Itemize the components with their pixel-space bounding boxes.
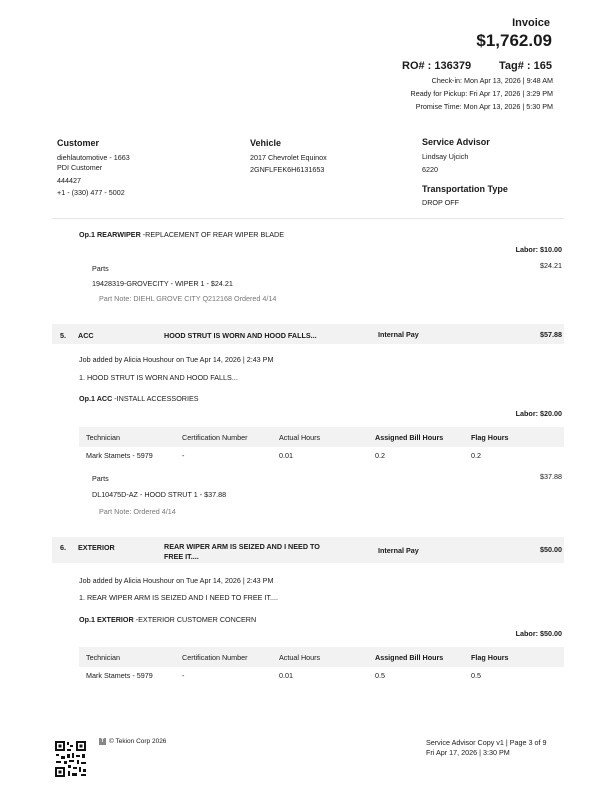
job6-pay-type: Internal Pay [378, 546, 419, 555]
job5-td-flag: 0.2 [471, 451, 481, 460]
job5-th-cert: Certification Number [182, 433, 248, 442]
op-rear-parts-label: Parts [92, 264, 109, 273]
job6-number: 6. [60, 543, 66, 552]
op-rear-desc: -REPLACEMENT OF REAR WIPER BLADE [140, 230, 285, 239]
footer-printed-time: Fri Apr 17, 2026 | 3:30 PM [426, 748, 510, 757]
job5-parts-total: $37.88 [540, 472, 562, 481]
job5-number: 5. [60, 331, 66, 340]
job6-td-assigned: 0.5 [375, 671, 385, 680]
job6-th-technician: Technician [86, 653, 120, 662]
transport-heading: Transportation Type [422, 184, 508, 194]
job6-concern: 1. REAR WIPER ARM IS SEIZED AND I NEED TO FREE IT.... [79, 593, 279, 602]
job6-th-flag: Flag Hours [471, 653, 509, 662]
footer-copy-info: Service Advisor Copy v1 | Page 3 of 9 [426, 738, 547, 747]
job5-part: DL10475D-AZ - HOOD STRUT 1 - $37.88 [92, 490, 227, 499]
op-rear-part-note: Part Note: DIEHL GROVE CITY Q212168 Ordered 4/14 [99, 294, 277, 303]
transport-type: DROP OFF [422, 198, 460, 207]
job5-op-code: Op.1 ACC [79, 394, 113, 403]
job5-parts-label: Parts [92, 474, 109, 483]
job6-th-actual: Actual Hours [279, 653, 321, 662]
footer-copyright-line [99, 738, 166, 745]
job5-code: ACC [78, 331, 94, 340]
job5-concern: 1. HOOD STRUT IS WORN AND HOOD FALLS... [79, 373, 238, 382]
job5-added-by: Job added by Alicia Houshour on Tue Apr 14, 2026 | 2:43 PM [79, 355, 274, 364]
job5-op-title [79, 394, 199, 403]
job5-td-actual: 0.01 [279, 451, 293, 460]
vehicle-vin: 2GNFLFEK6H6131653 [250, 165, 325, 174]
section-divider [52, 218, 564, 219]
job6-th-cert: Certification Number [182, 653, 248, 662]
job6-added-by: Job added by Alicia Houshour on Tue Apr 14, 2026 | 2:43 PM [79, 576, 274, 585]
customer-name: diehlautomotive - 1663 [57, 153, 130, 162]
vehicle-model: 2017 Chevrolet Equinox [250, 153, 327, 162]
op-rear-code: Op.1 REARWIPER [79, 230, 141, 239]
op-rear-parts-total: $24.21 [540, 261, 562, 270]
customer-id: 444427 [57, 176, 81, 185]
promise-time: Promise Time: Mon Apr 13, 2026 | 5:30 PM [415, 102, 553, 111]
op-rear-title [79, 230, 284, 239]
job5-th-actual: Actual Hours [279, 433, 321, 442]
qr-code-icon [54, 740, 87, 778]
op-rear-labor: Labor: $10.00 [515, 245, 562, 254]
job6-labor: Labor: $50.00 [515, 629, 562, 638]
job5-th-technician: Technician [86, 433, 120, 442]
customer-heading: Customer [57, 138, 100, 148]
job6-op-desc: -EXTERIOR CUSTOMER CONCERN [133, 615, 257, 624]
job6-th-assigned: Assigned Bill Hours [375, 653, 444, 662]
job5-td-technician: Mark Stamets - 5979 [86, 451, 153, 460]
job6-description-line2: FREE IT.... [164, 552, 199, 561]
vehicle-heading: Vehicle [250, 138, 282, 148]
advisor-heading: Service Advisor [422, 137, 490, 147]
job6-description-line1: REAR WIPER ARM IS SEIZED AND I NEED TO [164, 542, 320, 551]
invoice-total: $1,762.09 [476, 31, 552, 50]
customer-type: PDI Customer [57, 163, 103, 172]
job5-th-assigned: Assigned Bill Hours [375, 433, 444, 442]
tekion-logo-icon: T [100, 738, 105, 744]
job6-amount: $50.00 [540, 545, 562, 554]
job5-description: HOOD STRUT IS WORN AND HOOD FALLS... [164, 331, 317, 340]
job6-td-actual: 0.01 [279, 671, 293, 680]
job5-amount: $57.88 [540, 330, 562, 339]
job5-td-cert: - [182, 451, 185, 460]
job5-part-note: Part Note: Ordered 4/14 [99, 507, 176, 516]
footer-copyright: © Tekion Corp 2026 [109, 738, 167, 745]
job5-td-assigned: 0.2 [375, 451, 385, 460]
job6-code: EXTERIOR [78, 543, 115, 552]
job5-th-flag: Flag Hours [471, 433, 509, 442]
job5-labor: Labor: $20.00 [515, 409, 562, 418]
checkin-time: Check-in: Mon Apr 13, 2026 | 9:48 AM [431, 76, 553, 85]
job6-td-cert: - [182, 671, 185, 680]
job6-op-title [79, 615, 256, 624]
ro-number: RO# : 136379 [402, 60, 472, 72]
job5-op-desc: -INSTALL ACCESSORIES [112, 394, 199, 403]
job6-td-technician: Mark Stamets - 5979 [86, 671, 153, 680]
op-rear-part: 19428319-GROVECITY - WIPER 1 - $24.21 [92, 279, 233, 288]
job6-op-code: Op.1 EXTERIOR [79, 615, 134, 624]
ready-time: Ready for Pickup: Fri Apr 17, 2026 | 3:29 PM [410, 89, 553, 98]
advisor-name: Lindsay Ujcich [422, 152, 469, 161]
job6-td-flag: 0.5 [471, 671, 481, 680]
job5-pay-type: Internal Pay [378, 330, 419, 339]
customer-phone: +1 - (330) 477 - 5002 [57, 188, 125, 197]
tag-number: Tag# : 165 [499, 60, 552, 72]
invoice-label: Invoice [512, 17, 550, 29]
advisor-id: 6220 [422, 165, 438, 174]
